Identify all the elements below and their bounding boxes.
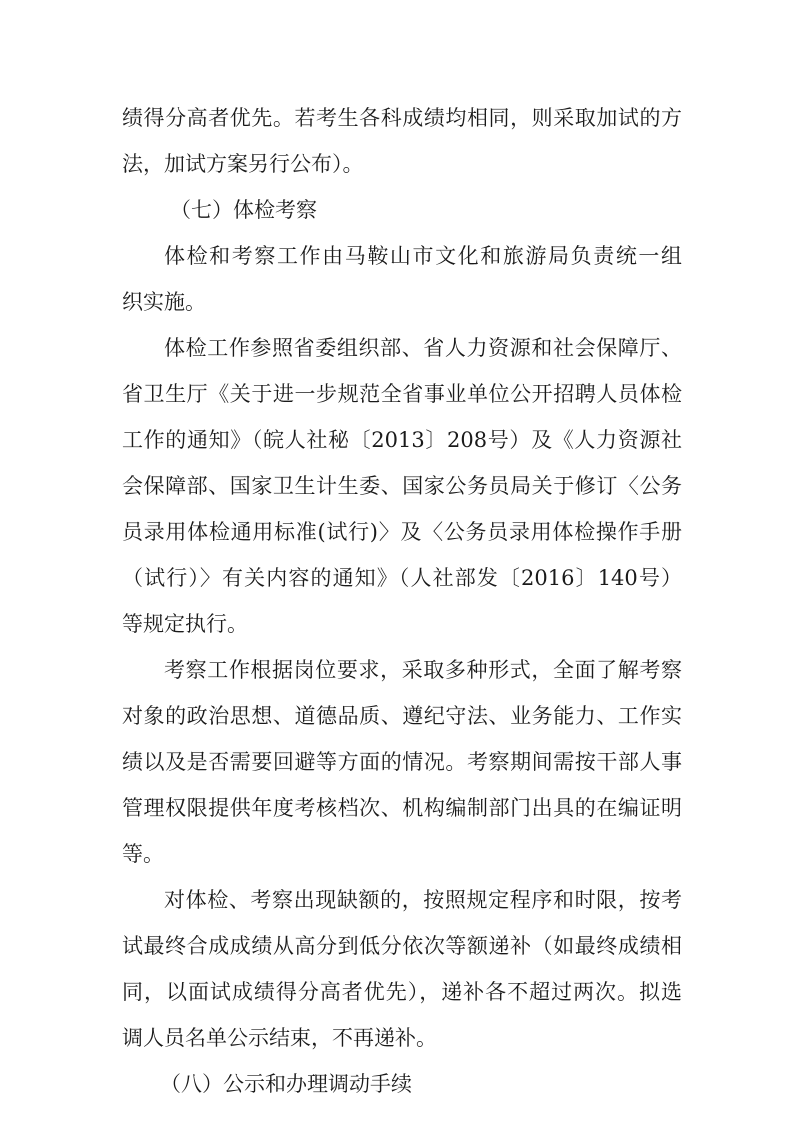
- body-text-line: 同，以面试成绩得分高者优先），递补各不超过两次。拟选: [122, 980, 682, 1004]
- body-text-line: 员录用体检通用标准(试行)〉及〈公务员录用体检操作手册: [122, 520, 682, 544]
- body-text-line: 调人员名单公示结束，不再递补。: [122, 1026, 437, 1050]
- body-text-line: 试最终合成成绩从高分到低分依次等额递补（如最终成绩相: [122, 934, 682, 958]
- body-text-line: 等规定执行。: [122, 612, 248, 636]
- body-text-line: 工作的通知》（皖人社秘〔2013〕208号）及《人力资源社: [122, 428, 682, 452]
- body-text-line: 绩以及是否需要回避等方面的情况。考察期间需按干部人事: [122, 750, 682, 774]
- body-text-line: 省卫生厅《关于进一步规范全省事业单位公开招聘人员体检: [122, 382, 682, 406]
- body-text-line: 体检工作参照省委组织部、省人力资源和社会保障厅、: [164, 336, 682, 360]
- body-text-line: 织实施。: [122, 290, 206, 314]
- body-text-line: （试行）〉有关内容的通知》（人社部发〔2016〕140号）: [122, 566, 682, 590]
- section-heading-7: （七）体检考察: [170, 198, 317, 222]
- body-text-line: 等。: [122, 842, 164, 866]
- body-text-line: 管理权限提供年度考核档次、机构编制部门出具的在编证明: [122, 796, 682, 820]
- body-text-line: 考察工作根据岗位要求，采取多种形式，全面了解考察: [164, 658, 682, 682]
- body-text-line: 对体检、考察出现缺额的，按照规定程序和时限，按考: [164, 888, 682, 912]
- body-text-line: 绩得分高者优先。若考生各科成绩均相同，则采取加试的方: [122, 106, 682, 130]
- body-text-line: 法，加试方案另行公布）。: [122, 152, 364, 176]
- body-text-line: 对象的政治思想、道德品质、遵纪守法、业务能力、工作实: [122, 704, 682, 728]
- section-heading-8: （八）公示和办理调动手续: [160, 1072, 412, 1096]
- body-text-line: 会保障部、国家卫生计生委、国家公务员局关于修订〈公务: [122, 474, 682, 498]
- body-text-line: 体检和考察工作由马鞍山市文化和旅游局负责统一组: [164, 244, 682, 268]
